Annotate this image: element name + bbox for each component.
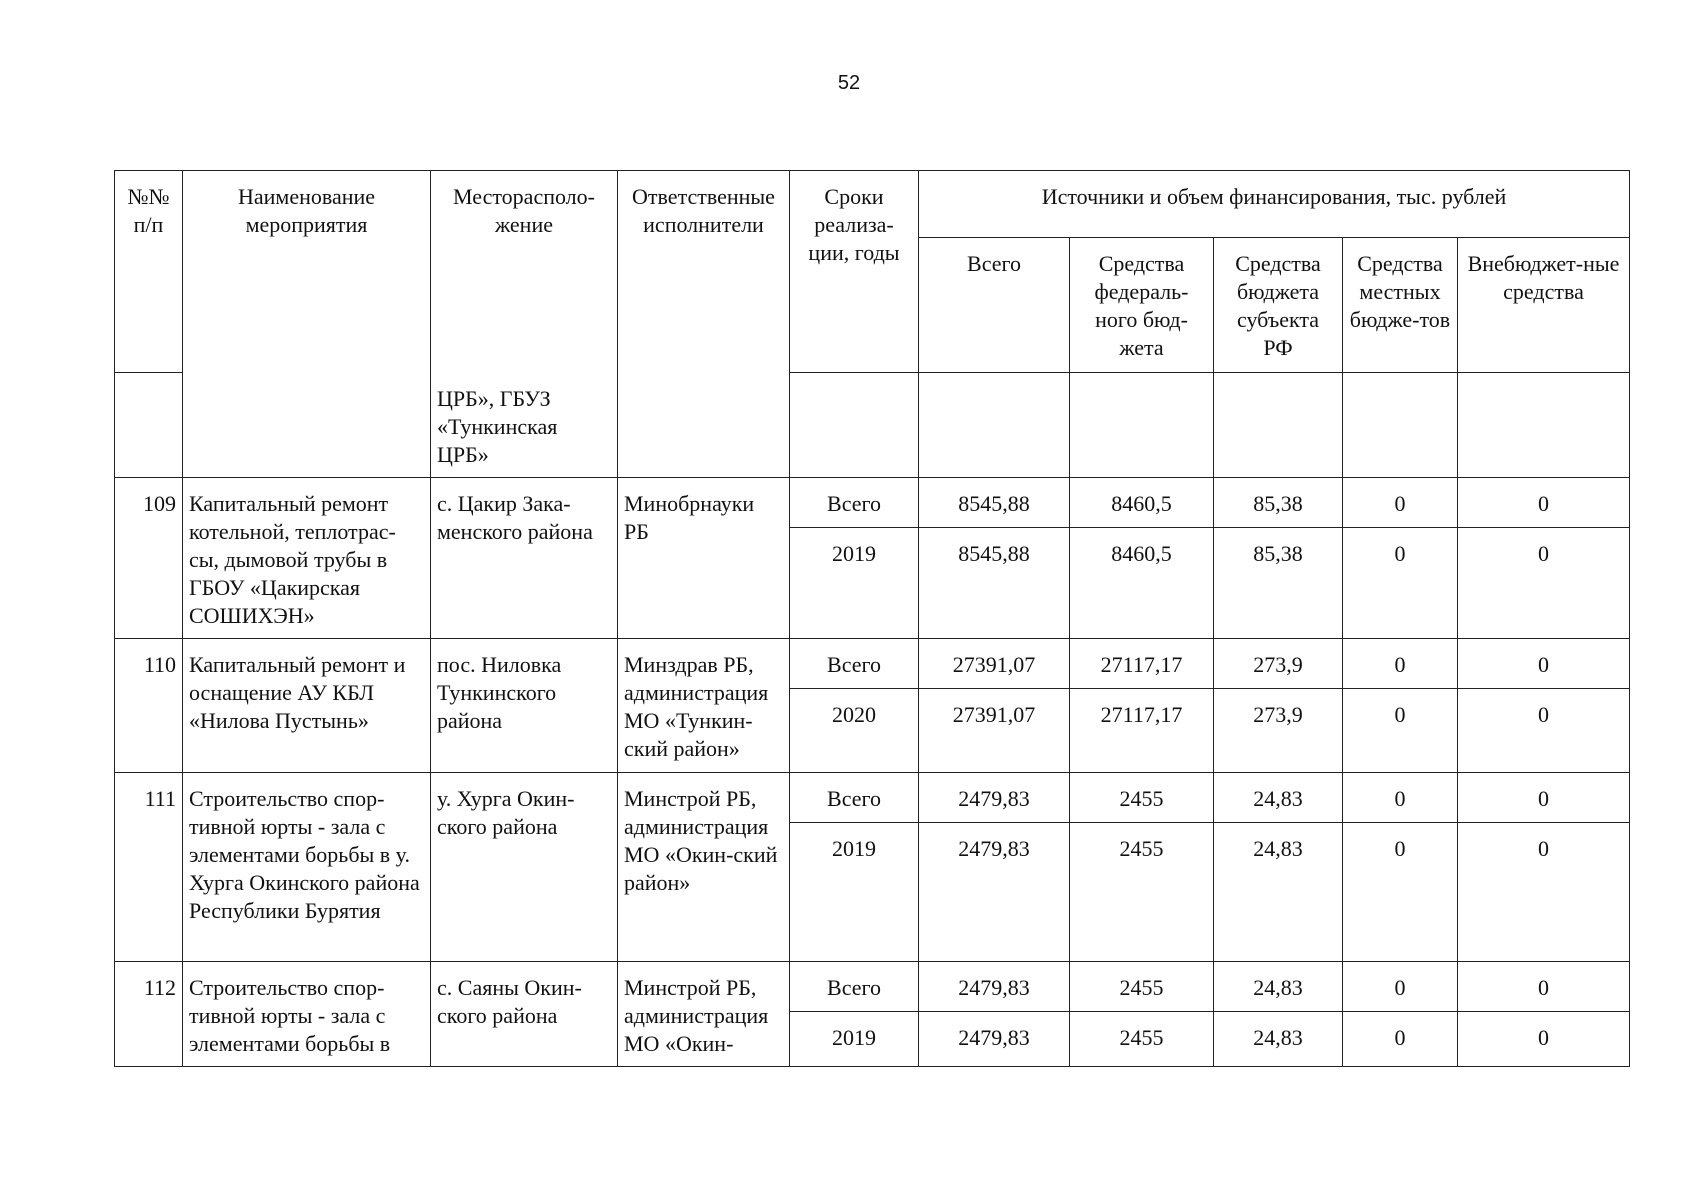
row-name: Строительство спор-тивной юрты - зала с элементами борьбы в у. Хурга Окинского района Республики Бурятия — [183, 773, 431, 962]
row-total: 2479,83 — [919, 1012, 1070, 1067]
row-extra: 0 — [1458, 1012, 1630, 1067]
row-name: Капитальный ремонт котельной, теплотрас-сы, дымовой трубы в ГБОУ «Цакирская СОШИХЭН» — [183, 478, 431, 639]
header-num: №№ п/п — [115, 171, 183, 373]
row-subject: 85,38 — [1214, 528, 1343, 639]
header-local: Средства местных бюдже-тов — [1343, 238, 1458, 373]
header-federal: Средства федераль-ного бюд-жета — [1070, 238, 1214, 373]
row-num: 110 — [115, 639, 183, 773]
row-local: 0 — [1343, 773, 1458, 823]
row-period: Всего — [790, 962, 919, 1012]
row-total: 2479,83 — [919, 773, 1070, 823]
header-location — [431, 171, 618, 478]
row-local: 0 — [1343, 528, 1458, 639]
row-local: 0 — [1343, 478, 1458, 528]
continuation-num-cell — [115, 373, 183, 478]
continuation-local-cell — [1343, 373, 1458, 478]
row-subject: 273,9 — [1214, 639, 1343, 689]
row-period: 2020 — [790, 689, 919, 773]
row-responsible: Минобрнауки РБ — [618, 478, 790, 639]
row-federal: 2455 — [1070, 962, 1214, 1012]
row-extra: 0 — [1458, 528, 1630, 639]
table-row — [115, 962, 1630, 1012]
continuation-subject-cell — [1214, 373, 1343, 478]
row-federal: 8460,5 — [1070, 478, 1214, 528]
row-subject: 24,83 — [1214, 962, 1343, 1012]
header-subject: Средства бюджета субъекта РФ — [1214, 238, 1343, 373]
row-local: 0 — [1343, 639, 1458, 689]
row-subject: 24,83 — [1214, 1012, 1343, 1067]
table-row — [115, 478, 1630, 528]
header-financing: Источники и объем финансирования, тыс. рублей — [919, 171, 1630, 238]
row-local: 0 — [1343, 823, 1458, 962]
row-extra: 0 — [1458, 962, 1630, 1012]
row-federal: 27117,17 — [1070, 689, 1214, 773]
row-location: у. Хурга Окин-ского района — [431, 773, 618, 962]
row-responsible: Минстрой РБ, администрация МО «Окин-ский район» — [618, 773, 790, 962]
row-local: 0 — [1343, 1012, 1458, 1067]
row-extra: 0 — [1458, 639, 1630, 689]
row-responsible: Минстрой РБ, администрация МО «Окин- — [618, 962, 790, 1067]
continued-location-text: ЦРБ», ГБУЗ «Тункинская ЦРБ» — [437, 386, 558, 467]
row-total: 2479,83 — [919, 823, 1070, 962]
financing-table — [114, 170, 1630, 1067]
header-total: Всего — [919, 238, 1070, 373]
row-subject: 24,83 — [1214, 823, 1343, 962]
header-period: Сроки реализа-ции, годы — [790, 171, 919, 373]
header-location-label: Месторасполо-жение — [453, 184, 595, 237]
row-total: 8545,88 — [919, 478, 1070, 528]
row-period: 2019 — [790, 1012, 919, 1067]
row-extra: 0 — [1458, 689, 1630, 773]
row-period: Всего — [790, 639, 919, 689]
row-local: 0 — [1343, 962, 1458, 1012]
continuation-period-cell — [790, 373, 919, 478]
continuation-federal-cell — [1070, 373, 1214, 478]
row-federal: 8460,5 — [1070, 528, 1214, 639]
row-federal: 27117,17 — [1070, 639, 1214, 689]
row-federal: 2455 — [1070, 773, 1214, 823]
row-federal: 2455 — [1070, 1012, 1214, 1067]
continuation-total-cell — [919, 373, 1070, 478]
row-extra: 0 — [1458, 823, 1630, 962]
header-extra: Внебюджет-ные средства — [1458, 238, 1630, 373]
page-number: 52 — [837, 72, 861, 94]
row-location: с. Саяны Окин-ского района — [431, 962, 618, 1067]
row-subject: 85,38 — [1214, 478, 1343, 528]
row-location: с. Цакир Зака-менского района — [431, 478, 618, 639]
row-name: Строительство спор-тивной юрты - зала с элементами борьбы в — [183, 962, 431, 1067]
row-extra: 0 — [1458, 478, 1630, 528]
table-row — [115, 773, 1630, 823]
row-name: Капитальный ремонт и оснащение АУ КБЛ «Нилова Пустынь» — [183, 639, 431, 773]
row-federal: 2455 — [1070, 823, 1214, 962]
row-total: 27391,07 — [919, 689, 1070, 773]
continuation-extra-cell — [1458, 373, 1630, 478]
row-num: 112 — [115, 962, 183, 1067]
row-subject: 24,83 — [1214, 773, 1343, 823]
row-local: 0 — [1343, 689, 1458, 773]
row-num: 109 — [115, 478, 183, 639]
row-period: 2019 — [790, 528, 919, 639]
header-responsible: Ответственные исполнители — [618, 171, 790, 478]
row-period: Всего — [790, 773, 919, 823]
row-total: 8545,88 — [919, 528, 1070, 639]
row-period: 2019 — [790, 823, 919, 962]
row-location: пос. Ниловка Тункинского района — [431, 639, 618, 773]
table-row — [115, 639, 1630, 689]
row-total: 2479,83 — [919, 962, 1070, 1012]
row-num: 111 — [115, 773, 183, 962]
row-subject: 273,9 — [1214, 689, 1343, 773]
row-total: 27391,07 — [919, 639, 1070, 689]
table-header-row — [115, 171, 1630, 238]
row-responsible: Минздрав РБ, администрация МО «Тункин-ский район» — [618, 639, 790, 773]
row-extra: 0 — [1458, 773, 1630, 823]
header-name: Наименование мероприятия — [183, 171, 431, 478]
row-period: Всего — [790, 478, 919, 528]
